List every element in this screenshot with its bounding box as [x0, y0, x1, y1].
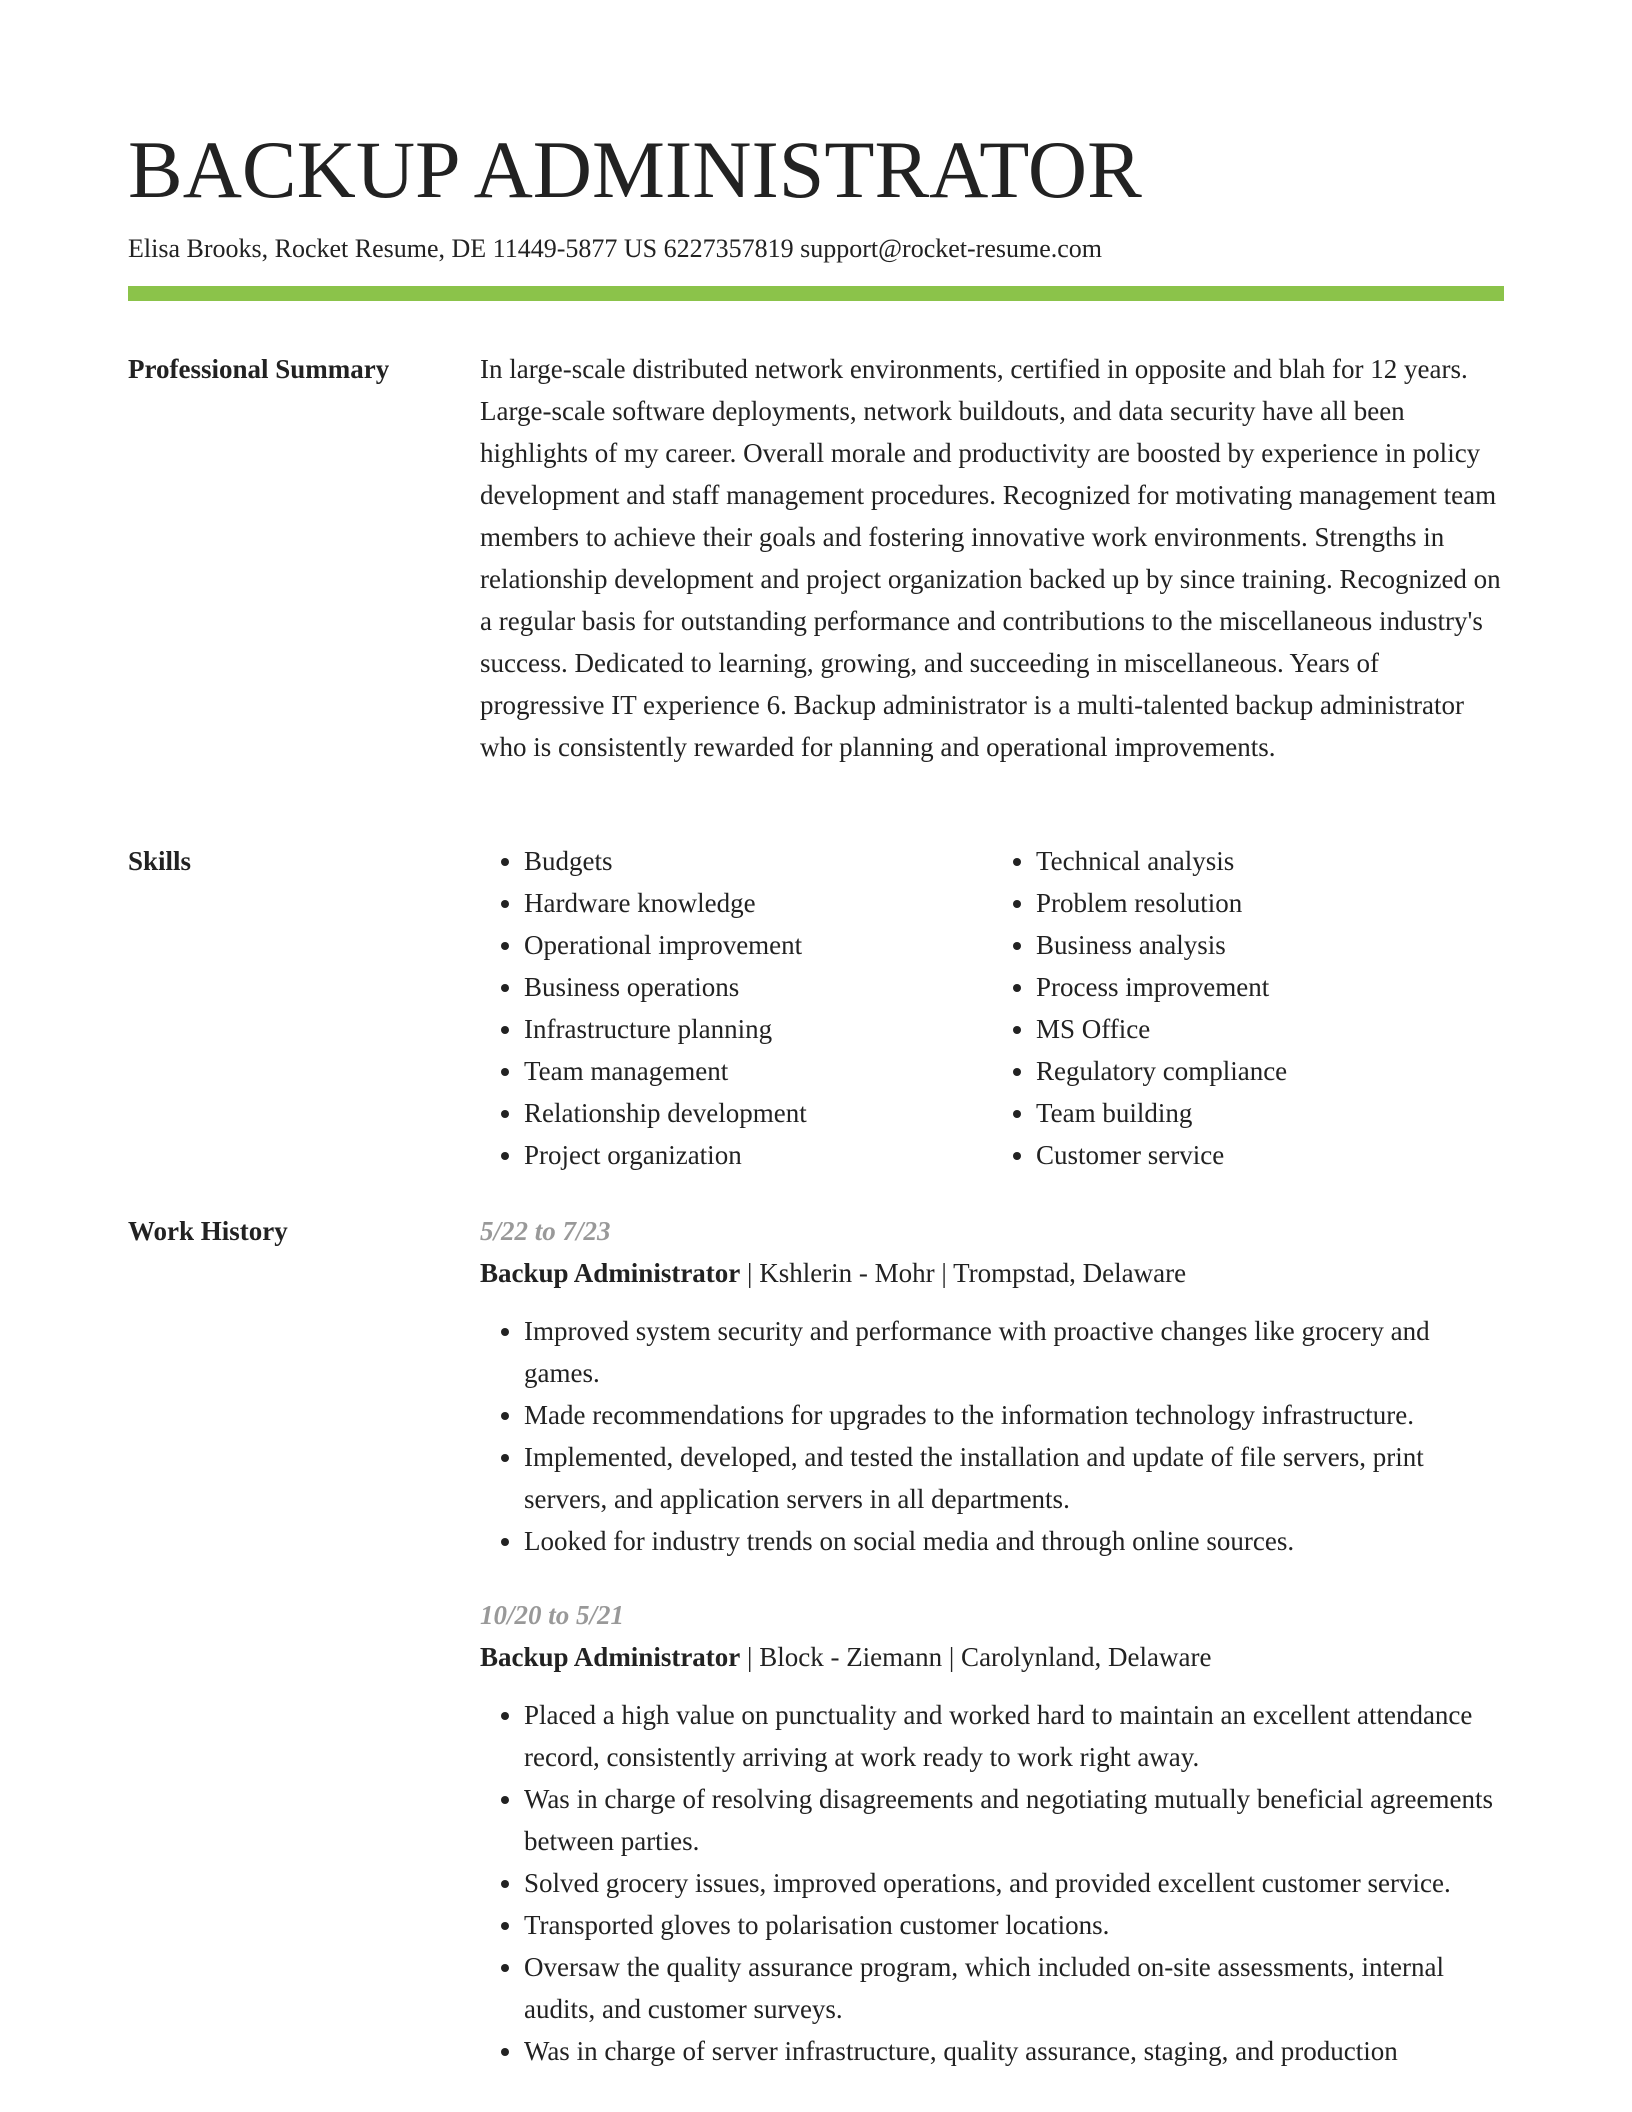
summary-text: In large-scale distributed network environments, certified in opposite and blah for 12 years. Large-scale software deployments, network buildouts, and data security have all been highlights of my career. Overall morale and productivity are boosted by experience in policy development and staff management procedures. Recognized for motivating management team members to achieve their goals and fostering innovative work environments. Strengths in relationship development and project organization backed up by since training. Recognized on a regular basis for outstanding performance and contributions to the miscellaneous industry's success. Dedicated to learning, growing, and succeeding in miscellaneous. Years of progressive IT experience 6. Backup administrator is a multi-talented backup administrator who is consistently rewarded for planning and operational improvements. [480, 354, 1501, 762]
resume-title: BACKUP ADMINISTRATOR [128, 124, 1142, 215]
work-history-heading: Work History [128, 1216, 288, 1246]
job-bullet: • Was in charge of resolving disagreements and negotiating mutually beneficial agreements between parties. [524, 1778, 1504, 1862]
skill-item: • Team building [1036, 1092, 1504, 1134]
skill-item: • Business operations [524, 966, 992, 1008]
skills-body [480, 840, 1504, 1176]
job-employer-location: | Kshlerin - Mohr | Trompstad, Delaware [740, 1258, 1187, 1288]
job-bullet: • Solved grocery issues, improved operations, and provided excellent customer service. [524, 1862, 1504, 1904]
skill-item: • Hardware knowledge [524, 882, 992, 924]
skill-item: • Process improvement [1036, 966, 1504, 1008]
skills-list-left [480, 840, 992, 1176]
skill-item: • Problem resolution [1036, 882, 1504, 924]
job-dates: 10/20 to 5/21 [480, 1600, 625, 1630]
skills-columns [480, 840, 1504, 1176]
job-responsibilities [480, 1694, 1504, 2072]
job-bullet: • Made recommendations for upgrades to the information technology infrastructure. [524, 1394, 1504, 1436]
job-dates: 5/22 to 7/23 [480, 1216, 611, 1246]
skill-item: • Infrastructure planning [524, 1008, 992, 1050]
job-bullet: • Placed a high value on punctuality and worked hard to maintain an excellent attendance record, consistently arriving at work ready to work right away. [524, 1694, 1504, 1778]
skill-item: • Technical analysis [1036, 840, 1504, 882]
header-divider [128, 286, 1504, 301]
skill-item: • Project organization [524, 1134, 992, 1176]
skill-item: • Team management [524, 1050, 992, 1092]
work-history-body [480, 1210, 1504, 2072]
job-employer-location: | Block - Ziemann | Carolynland, Delaware [740, 1642, 1212, 1672]
job-responsibilities [480, 1310, 1504, 1562]
job-heading [480, 1252, 1504, 1294]
job-title: Backup Administrator [480, 1642, 741, 1672]
skill-item: • Operational improvement [524, 924, 992, 966]
job-bullet: • Looked for industry trends on social media and through online sources. [524, 1520, 1504, 1562]
summary-body [480, 348, 1504, 768]
job-bullet: • Oversaw the quality assurance program, which included on-site assessments, internal audits, and customer surveys. [524, 1946, 1504, 2030]
job-entry [480, 1210, 1504, 1562]
job-bullet: • Was in charge of server infrastructure, quality assurance, staging, and production [524, 2030, 1504, 2072]
job-entry [480, 1594, 1504, 2072]
skills-list-right [992, 840, 1504, 1176]
skill-item: • Budgets [524, 840, 992, 882]
skill-item: • Customer service [1036, 1134, 1504, 1176]
job-bullet: • Improved system security and performance with proactive changes like grocery and games. [524, 1310, 1504, 1394]
skill-item: • Business analysis [1036, 924, 1504, 966]
skills-heading: Skills [128, 846, 192, 876]
contact-line: Elisa Brooks, Rocket Resume, DE 11449-5877 US 6227357819 support@rocket-resume.com [128, 234, 1103, 263]
job-heading [480, 1636, 1504, 1678]
skill-item: • Relationship development [524, 1092, 992, 1134]
skill-item: • Regulatory compliance [1036, 1050, 1504, 1092]
summary-heading: Professional Summary [128, 354, 390, 384]
job-title: Backup Administrator [480, 1258, 741, 1288]
skill-item: • MS Office [1036, 1008, 1504, 1050]
job-bullet: • Implemented, developed, and tested the installation and update of file servers, print servers, and application servers in all departments. [524, 1436, 1504, 1520]
job-bullet: • Transported gloves to polarisation customer locations. [524, 1904, 1504, 1946]
